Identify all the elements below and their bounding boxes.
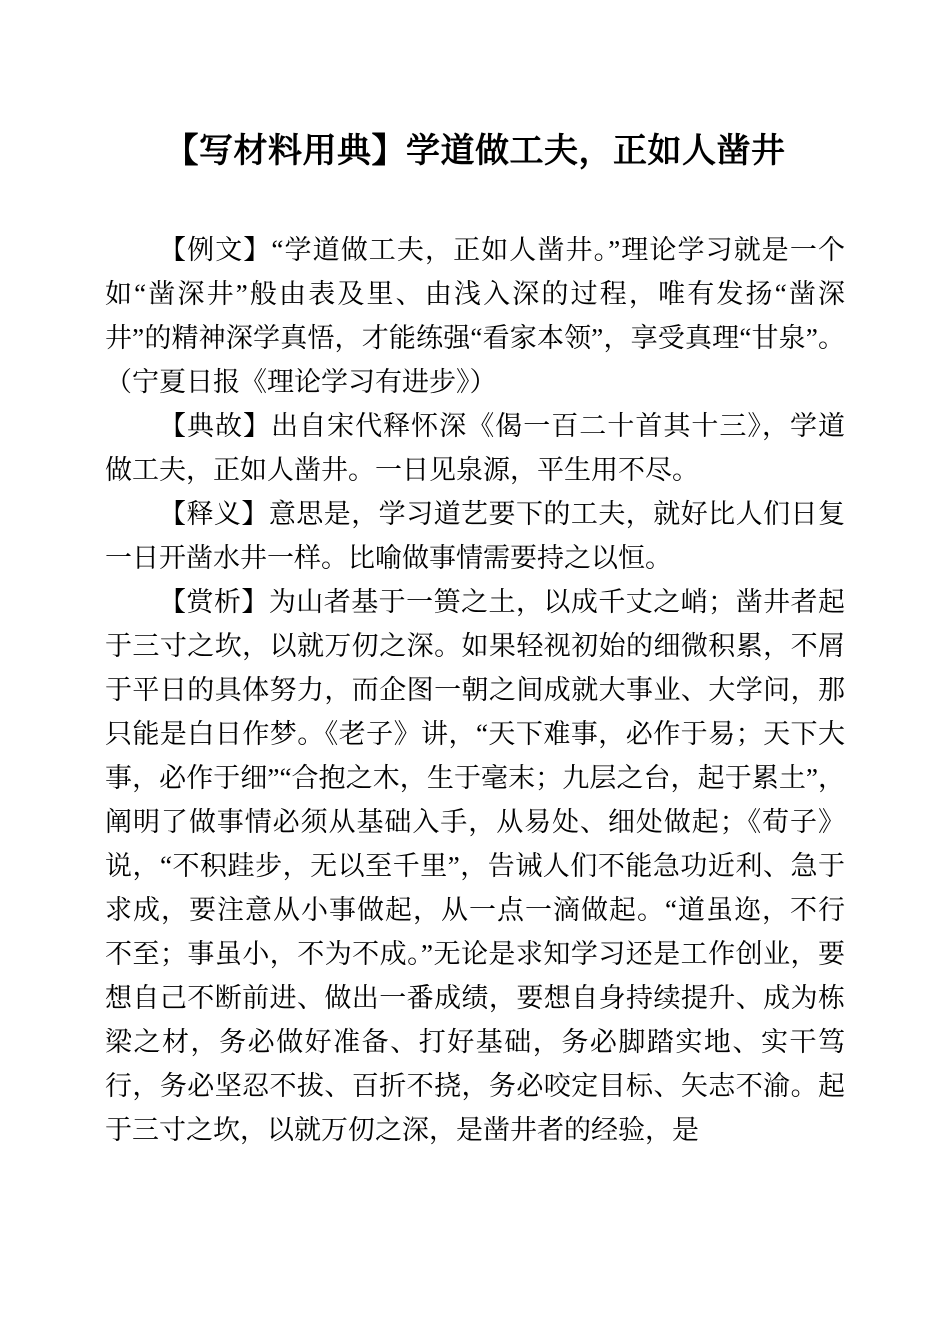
paragraph-allusion-diangu: 【典故】出自宋代释怀深《偈一百二十首其十三》，学道做工夫，正如人凿井。一日见泉源，平生用不尽。 xyxy=(105,411,845,485)
paragraph-appreciation-shangxi: 【赏析】为山者基于一篑之土，以成千丈之峭；凿井者起于三寸之坎，以就万仞之深。如果轻视初始的细微积累，不屑于平日的具体努力，而企图一朝之间成就大事业、大学问，那只能是白日作梦。《老子》讲，“天下难事，必作于易；天下大事，必作于细”“合抱之木，生于毫末；九层之台，起于累土”，阐明了做事情必须从基础入手，从易处、细处做起；《荀子》说，“不积跬步，无以至千里”，告诫人们不能急功近利、急于求成，要注意从小事做起，从一点一滴做起。“道虽迩，不行不至；事虽小，不为不成。”无论是求知学习还是工作创业，要想自己不断前进、做出一番成绩，要想自身持续提升、成为栋梁之材，务必做好准备、打好基础，务必脚踏实地、实干笃行，务必坚忍不拔、百折不挠，务必咬定目标、矢志不渝。起于三寸之坎，以就万仞之深，是凿井者的经验，是 xyxy=(105,587,845,1145)
paragraph-example-liwen: 【例文】“学道做工夫，正如人凿井。”理论学习就是一个如“凿深井”般由表及里、由浅入深的过程，唯有发扬“凿深井”的精神深学真悟，才能练强“看家本领”，享受真理“甘泉”。（宁夏日报《理论学习有进步》） xyxy=(105,235,845,397)
paragraph-definition-shiyi: 【释义】意思是，学习道艺要下的工夫，就好比人们日复一日开凿水井一样。比喻做事情需要持之以恒。 xyxy=(105,499,845,573)
document-title: 【写材料用典】学道做工夫，正如人凿井 xyxy=(164,133,786,170)
document-body xyxy=(105,228,845,1152)
